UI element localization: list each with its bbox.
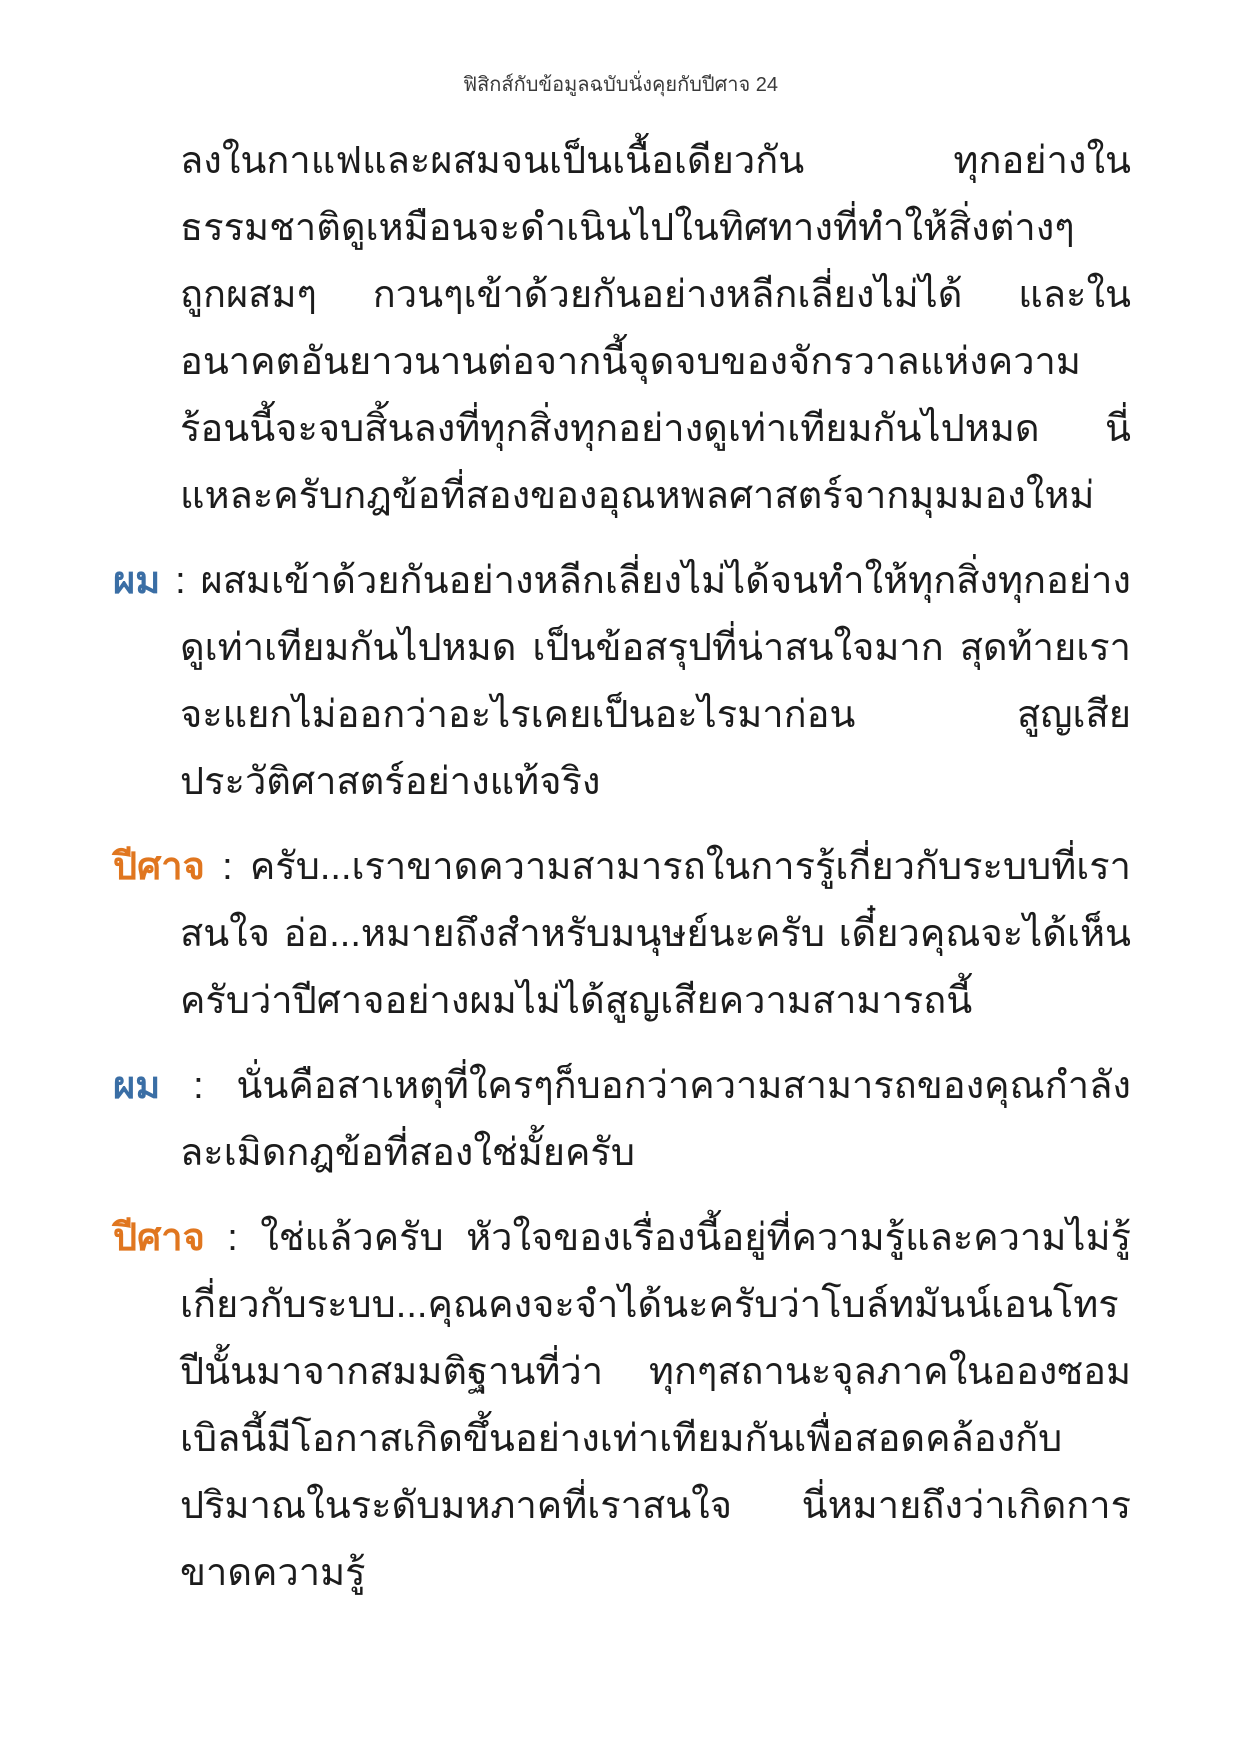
narration-text: ลงในกาแฟและผสมจนเป็นเนื้อเดียวกัน ทุกอย่างในธรรมชาติดูเหมือนจะดำเนินไปในทิศทางที่ทำให้สิ่งต่างๆ ถูกผสมๆ กวนๆเข้าด้วยกันอย่างหลีกเลี่ยงไม่ได้ และในอนาคตอันยาวนานต่อจากนี้จุดจบของจักรวาลแห่งความร้อนนี้จะจบสิ้นลงที่ทุกสิ่งทุกอย่างดูเท่าเทียมกันไปหมด นี่แหละครับกฎข้อที่สองของอุณหพลศาสตร์จากมุมมองใหม่ bbox=[180, 140, 1131, 517]
page-header: ฟิสิกส์กับข้อมูลฉบับนั่งคุยกับปีศาจ 24 bbox=[462, 74, 779, 96]
dialogue-paragraph-demon-1 bbox=[113, 834, 1131, 1035]
dialogue-paragraph-demon-2 bbox=[113, 1205, 1131, 1607]
speaker-label-me: ผม bbox=[113, 1065, 161, 1107]
speaker-separator: : bbox=[204, 846, 250, 888]
dialogue-text: ครับ...เราขาดความสามารถในการรู้เกี่ยวกับระบบที่เราสนใจ อ่อ...หมายถึงสำหรับมนุษย์นะครับ เดี๋ยวคุณจะได้เห็นครับว่าปีศาจอย่างผมไม่ได้สูญเสียความสามารถนี้ bbox=[180, 846, 1131, 1022]
narration-paragraph bbox=[180, 128, 1131, 530]
speaker-label-demon: ปีศาจ bbox=[113, 846, 205, 888]
dialogue-content bbox=[113, 128, 1131, 1625]
dialogue-text: ใช่แล้วครับ หัวใจของเรื่องนี้อยู่ที่ความรู้และความไม่รู้เกี่ยวกับระบบ...คุณคงจะจำได้นะครับว่าโบล์ทมันน์เอนโทรปีนั้นมาจากสมมติฐานที่ว่า ทุกๆสถานะจุลภาคในอองซอมเบิลนี้มีโอกาสเกิดขึ้นอย่างเท่าเทียมกันเพื่อสอดคล้องกับปริมาณในระดับมหภาคที่เราสนใจ นี่หมายถึงว่าเกิดการขาดความรู้ bbox=[180, 1217, 1131, 1594]
dialogue-text: ผสมเข้าด้วยกันอย่างหลีกเลี่ยงไม่ได้จนทำให้ทุกสิ่งทุกอย่างดูเท่าเทียมกันไปหมด เป็นข้อสรุปที่น่าสนใจมาก สุดท้ายเราจะแยกไม่ออกว่าอะไรเคยเป็นอะไรมาก่อน สูญเสียประวัติศาสตร์อย่างแท้จริง bbox=[180, 560, 1131, 803]
dialogue-text: นั่นคือสาเหตุที่ใครๆก็บอกว่าความสามารถของคุณกำลังละเมิดกฎข้อที่สองใช่มั้ยครับ bbox=[180, 1065, 1131, 1174]
dialogue-paragraph-me-2 bbox=[113, 1053, 1131, 1187]
speaker-separator: : bbox=[160, 560, 201, 602]
speaker-separator: : bbox=[204, 1217, 261, 1259]
dialogue-paragraph-me-1 bbox=[113, 548, 1131, 816]
speaker-label-demon: ปีศาจ bbox=[113, 1217, 205, 1259]
speaker-separator: : bbox=[160, 1065, 237, 1107]
speaker-label-me: ผม bbox=[113, 560, 161, 602]
